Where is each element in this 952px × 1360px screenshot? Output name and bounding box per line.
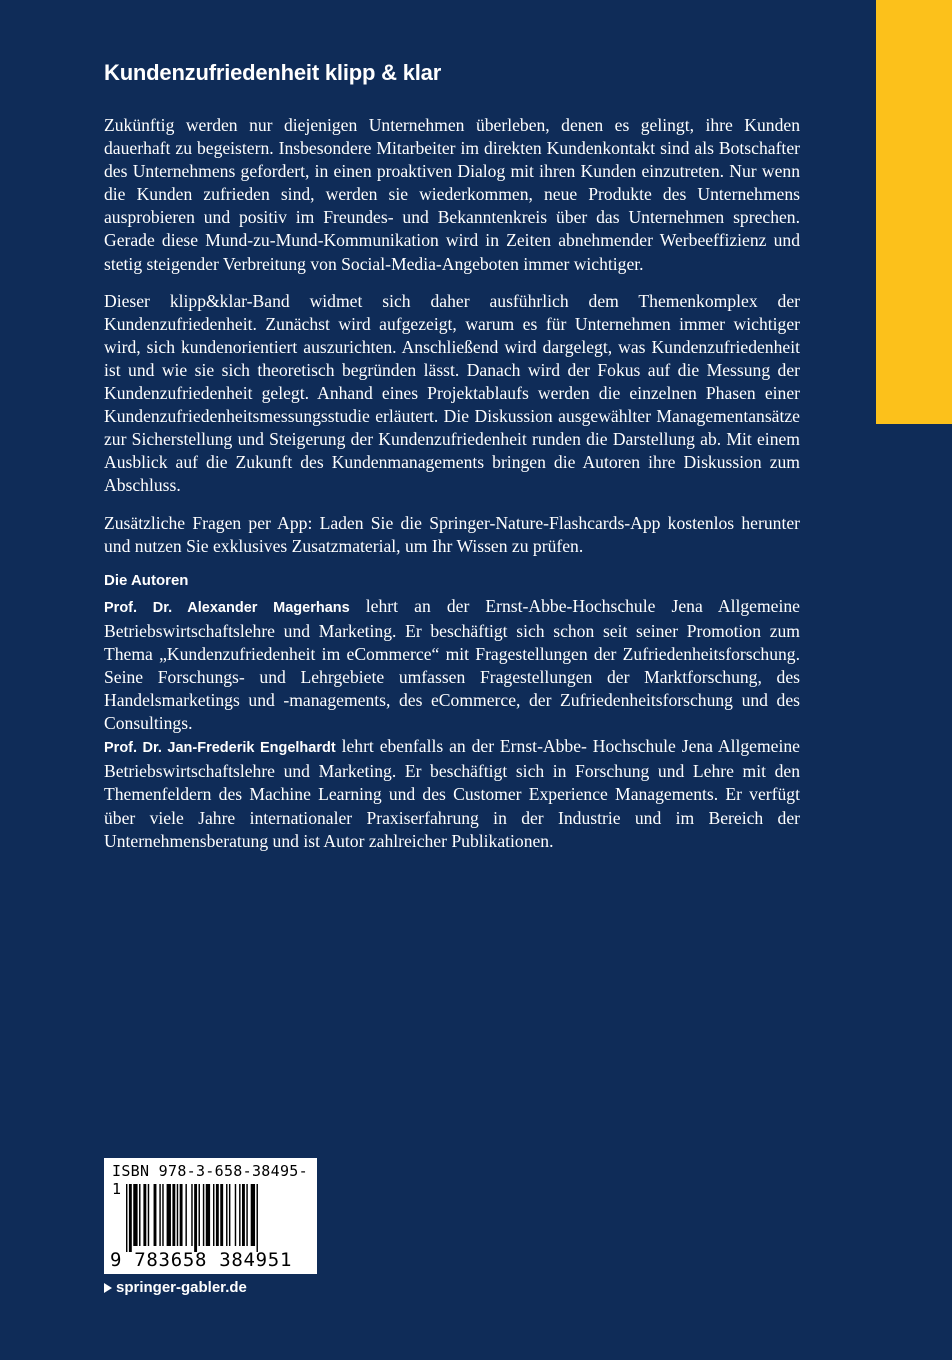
barcode-bar xyxy=(239,1184,240,1246)
barcode-bar xyxy=(242,1184,245,1246)
barcode-bar xyxy=(185,1184,186,1246)
barcode-bar xyxy=(177,1184,178,1246)
barcode-bar xyxy=(133,1184,137,1246)
author-name-1: Prof. Dr. Alexander Magerhans xyxy=(104,599,350,616)
barcode-bar xyxy=(148,1184,149,1246)
barcode-bar xyxy=(154,1184,157,1246)
barcode-bar xyxy=(191,1184,192,1246)
barcode-bar xyxy=(220,1184,223,1246)
barcode-bar xyxy=(139,1184,140,1246)
barcode-bar xyxy=(199,1184,200,1246)
author-bio-text-1: lehrt an der Ernst-Abbe-Hochschule Jena Allgemeine Betriebswirtschaftslehre und Marketing. Er beschäftigt sich schon seit seiner Promotion zum Thema „Kundenzufriedenheit im eCommerce“ mit Fragestellungen der Zufriedenheitsforschung. Seine Forschungs- und Lehrgebiete umfassen Fragestellungen der Marktforschung, des Handelsmarketings und -managements, des eCommerce, der Zufriedenheitsforschung und des Consultings. xyxy=(104,595,800,734)
author-bio-1 xyxy=(104,595,800,736)
barcode-bar xyxy=(213,1184,214,1246)
isbn-label: ISBN 978-3-658-38495-1 xyxy=(112,1162,308,1198)
barcode-bar xyxy=(159,1184,160,1246)
barcode-bar xyxy=(194,1184,197,1252)
blurb-paragraph-1: Zukünftig werden nur diejenigen Unternehmen überleben, denen es gelingt, ihre Kunden dauerhaft zu begeistern. Insbesondere Mitarbeiter im direkten Kundenkontakt sind als Botschafter des Unternehmens gefordert, in einen proaktiven Dialog mit ihren Kunden einzutreten. Nur wenn die Kunden zufrieden sind, werden sie wiederkommen, neue Produkte des Unternehmens ausprobieren und positiv im Freundes- und Bekanntenkreis über das Unternehmen sprechen. Gerade diese Mund-zu-Mund-Kommunikation wird in Zeiten abnehmender Werbeeffizienz und stetig steigender Verbreitung von Social-Media-Angeboten immer wichtiger. xyxy=(104,115,800,274)
barcode-bar xyxy=(143,1184,146,1246)
book-title: Kundenzufriedenheit klipp & klar xyxy=(104,60,442,85)
isbn-barcode xyxy=(104,1158,317,1274)
publisher-website[interactable] xyxy=(104,1279,247,1296)
barcode-bar xyxy=(257,1184,258,1252)
barcode-bar xyxy=(235,1184,236,1246)
back-cover-text xyxy=(104,60,800,853)
barcode-bar xyxy=(229,1184,230,1246)
barcode-bar xyxy=(126,1184,127,1252)
barcode-bars xyxy=(104,1184,317,1252)
barcode-bar xyxy=(162,1184,163,1246)
triangle-right-icon xyxy=(104,1283,112,1293)
barcode-bar xyxy=(180,1184,183,1246)
barcode-bar xyxy=(129,1184,132,1252)
barcode-bar xyxy=(251,1184,255,1246)
barcode-bar xyxy=(172,1184,175,1246)
author-name-2: Prof. Dr. Jan-Frederik Engelhardt xyxy=(104,740,336,757)
author-bio-2 xyxy=(104,735,800,852)
author-bio-text-2: lehrt ebenfalls an der Ernst-Abbe- Hochschule Jena Allgemeine Betriebswirtschaftslehre und Marketing. Er beschäftigt sich in Forschung und Lehre mit den Themenfeldern des Machine Learning und des Customer Experience Managements. Er verfügt über viele Jahre internationaler Praxiserfahrung in der Industrie und im Bereich der Unternehmensberatung und ist Autor zahlreicher Publikationen. xyxy=(104,736,800,851)
barcode-bar xyxy=(216,1184,219,1246)
barcode-bar xyxy=(167,1184,171,1246)
barcode-bar xyxy=(203,1184,204,1246)
blurb-paragraph-2: Dieser klipp&klar-Band widmet sich daher ausführlich dem Themenkomplex der Kundenzufriedenheit. Zunächst wird aufgezeigt, warum es für Unternehmen immer wichtiger wird, sich kundenorientiert auszurichten. Anschließend wird dargelegt, was Kundenzufriedenheit ist und wie sie sich theoretisch begründen lässt. Danach wird der Fokus auf die Messung der Kundenzufriedenheit gelegt. Anhand eines Projektablaufs werden die einzelnen Phasen einer Kundenzufriedenheitsmessungsstudie erläutert. Die Diskussion ausgewählter Managementansätze zur Sicherstellung und Steigerung der Kundenzufriedenheit runden die Darstellung ab. Mit einem Ausblick auf die Zukunft des Kundenmanagements bringen die Autoren ihre Diskussion zum Abschluss. xyxy=(104,290,800,496)
barcode-bar xyxy=(226,1184,227,1246)
ean-digits: 9 783658 384951 xyxy=(110,1249,293,1271)
barcode-bar xyxy=(246,1184,247,1246)
website-label: springer-gabler.de xyxy=(116,1279,247,1296)
accent-color-bar xyxy=(876,0,952,424)
barcode-bar xyxy=(206,1184,210,1246)
blurb-paragraph-3: Zusätzliche Fragen per App: Laden Sie die Springer-Nature-Flashcards-App kostenlos herunter und nutzen Sie exklusives Zusatzmaterial, um Ihr Wissen zu prüfen. xyxy=(104,512,800,556)
authors-heading: Die Autoren xyxy=(104,571,189,589)
